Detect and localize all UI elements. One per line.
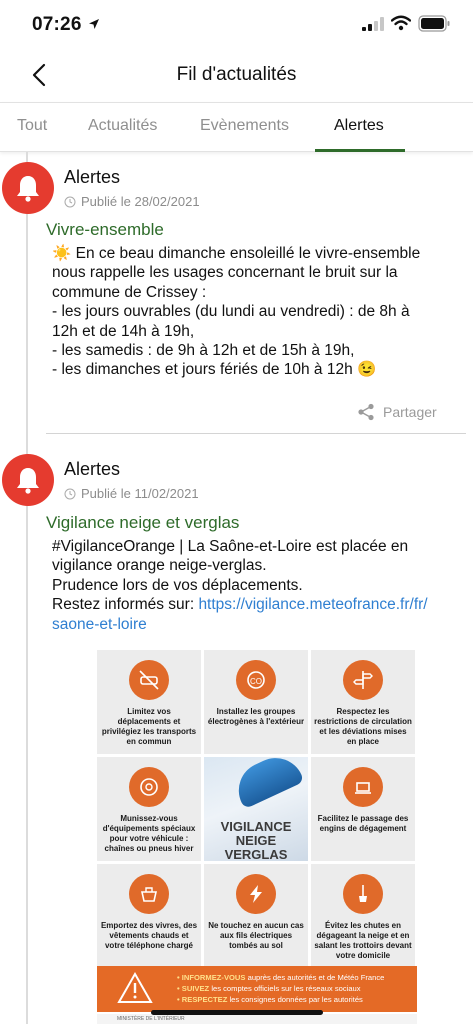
infographic-info-bar <box>97 966 417 1012</box>
share-label: Partager <box>383 404 437 420</box>
active-tab-indicator <box>315 149 405 152</box>
post-category-icon <box>2 454 54 506</box>
car-crossed-icon <box>137 668 161 692</box>
infographic-footer: MINISTÈRE DE L'INTÉRIEUR <box>97 1014 417 1024</box>
infographic-cell <box>311 864 415 968</box>
post-body-text: Restez informés sur: <box>52 596 199 614</box>
bell-icon <box>15 466 41 494</box>
tab-tout[interactable]: Tout <box>17 117 48 134</box>
advice-line: • RESPECTEZ les consignes données par les autorités <box>177 995 363 1004</box>
post-body-line <box>52 595 452 614</box>
advice-line: • SUIVEZ les comptes officiels sur les réseaux sociaux <box>177 984 361 993</box>
vigilance-infographic[interactable] <box>97 650 417 1024</box>
post-title[interactable]: Vigilance neige et verglas <box>46 513 240 532</box>
bell-icon <box>15 174 41 202</box>
shovel-icon <box>351 882 375 906</box>
status-bar <box>0 0 473 50</box>
clock-icon <box>64 488 76 500</box>
infographic-text: Respectez les restrictions de circulation et les déviations mises en place <box>314 707 412 746</box>
tab-evenements[interactable]: Evènements <box>200 117 289 134</box>
post-body-line: commune de Crissey : <box>52 283 207 301</box>
share-icon <box>357 403 375 421</box>
infographic-text: Facilitez le passage des engins de dégagement <box>317 814 409 833</box>
cellular-signal-icon <box>362 17 384 31</box>
supplies-icon <box>137 882 161 906</box>
battery-icon <box>418 15 450 32</box>
timeline-line <box>26 152 28 1024</box>
infographic-cell <box>204 864 308 968</box>
infographic-cell <box>97 757 201 861</box>
meteofrance-link[interactable]: https://vigilance.meteofrance.fr/fr/ <box>198 596 428 614</box>
advice-line: • INFORMEZ-VOUS auprès des autorités et de Météo France <box>177 973 385 982</box>
post-body-line: - les samedis : de 9h à 12h et de 15h à 19h, <box>52 342 355 360</box>
tire-chain-icon <box>137 775 161 799</box>
ice-scraper-image <box>229 749 304 810</box>
status-time: 07:26 <box>32 14 82 35</box>
post-category-icon <box>2 162 54 214</box>
co-warning-icon <box>244 668 268 692</box>
tab-alertes[interactable]: Alertes <box>334 117 384 134</box>
svg-text:CO: CO <box>250 677 262 686</box>
infographic-cell <box>311 757 415 861</box>
home-indicator[interactable] <box>151 1010 323 1015</box>
tab-bar <box>0 102 473 152</box>
infographic-cell <box>97 650 201 754</box>
infographic-text: Limitez vos déplacements et privilégiez les transports en commun <box>101 707 197 746</box>
post-body-line: #VigilanceOrange | La Saône-et-Loire est placée en <box>52 538 409 555</box>
tab-actualites[interactable]: Actualités <box>88 117 158 134</box>
app-header <box>0 50 473 102</box>
meteofrance-link-cont[interactable]: saone-et-loire <box>52 615 147 633</box>
post-body-line: nous rappelle les usages concernant le bruit sur la <box>52 264 398 282</box>
post-body-line: - les jours ouvrables (du lundi au vendredi) : de 8h à <box>52 303 410 321</box>
verglas-word: VERGLAS <box>224 847 288 862</box>
share-button[interactable] <box>357 403 437 421</box>
infographic-cell <box>311 650 415 754</box>
infographic-text: Emportez des vivres, des vêtements chauds et votre téléphone chargé <box>100 921 198 950</box>
wifi-icon <box>391 15 411 31</box>
snowplow-icon <box>351 775 375 799</box>
post-category: Alertes <box>64 167 121 187</box>
post-date <box>64 194 200 209</box>
post-body-line: - les dimanches et jours fériés de 10h à 12h 😉 <box>52 361 377 379</box>
infographic-text: Munissez-vous d'équipements spéciaux pour votre véhicule : chaînes ou pneus hiver <box>102 814 196 853</box>
warning-icon <box>117 972 153 1004</box>
clock-icon <box>64 196 76 208</box>
vigilance-word: VIGILANCE <box>220 819 292 834</box>
signpost-icon <box>351 668 375 692</box>
location-arrow-icon <box>88 18 100 30</box>
infographic-text: Installez les groupes électrogènes à l'extérieur <box>207 707 305 726</box>
post-body-line: ☀️ En ce beau dimanche ensoleillé le vivre-ensemble <box>52 245 421 262</box>
post-date-text: Publié le 11/02/2021 <box>81 486 199 501</box>
post-body-line: 12h et de 14h à 19h, <box>52 322 195 340</box>
post-body-line <box>52 615 452 634</box>
page-title: Fil d'actualités <box>176 64 297 85</box>
post-divider <box>46 433 466 434</box>
post-date-text: Publié le 28/02/2021 <box>81 194 200 209</box>
post-body <box>52 244 452 380</box>
post-category: Alertes <box>64 459 121 479</box>
infographic-text: Ne touchez en aucun cas aux fils électriques tombés au sol <box>208 921 304 950</box>
infographic-cell <box>97 864 201 968</box>
post-title[interactable]: Vivre-ensemble <box>46 220 164 239</box>
infographic-text: Évitez les chutes en dégageant la neige et en salant les trottoirs devant votre domicile <box>314 921 412 960</box>
post-body-line: Prudence lors de vos déplacements. <box>52 576 303 594</box>
lightning-icon <box>244 882 268 906</box>
infographic-advice-lines <box>177 972 384 1005</box>
post-body-line: vigilance orange neige-verglas. <box>52 557 267 575</box>
post-body <box>52 537 452 634</box>
post-date <box>64 486 199 501</box>
infographic-cell <box>204 650 308 754</box>
neige-word: NEIGE <box>235 833 277 848</box>
vigilance-center-image <box>204 757 308 861</box>
